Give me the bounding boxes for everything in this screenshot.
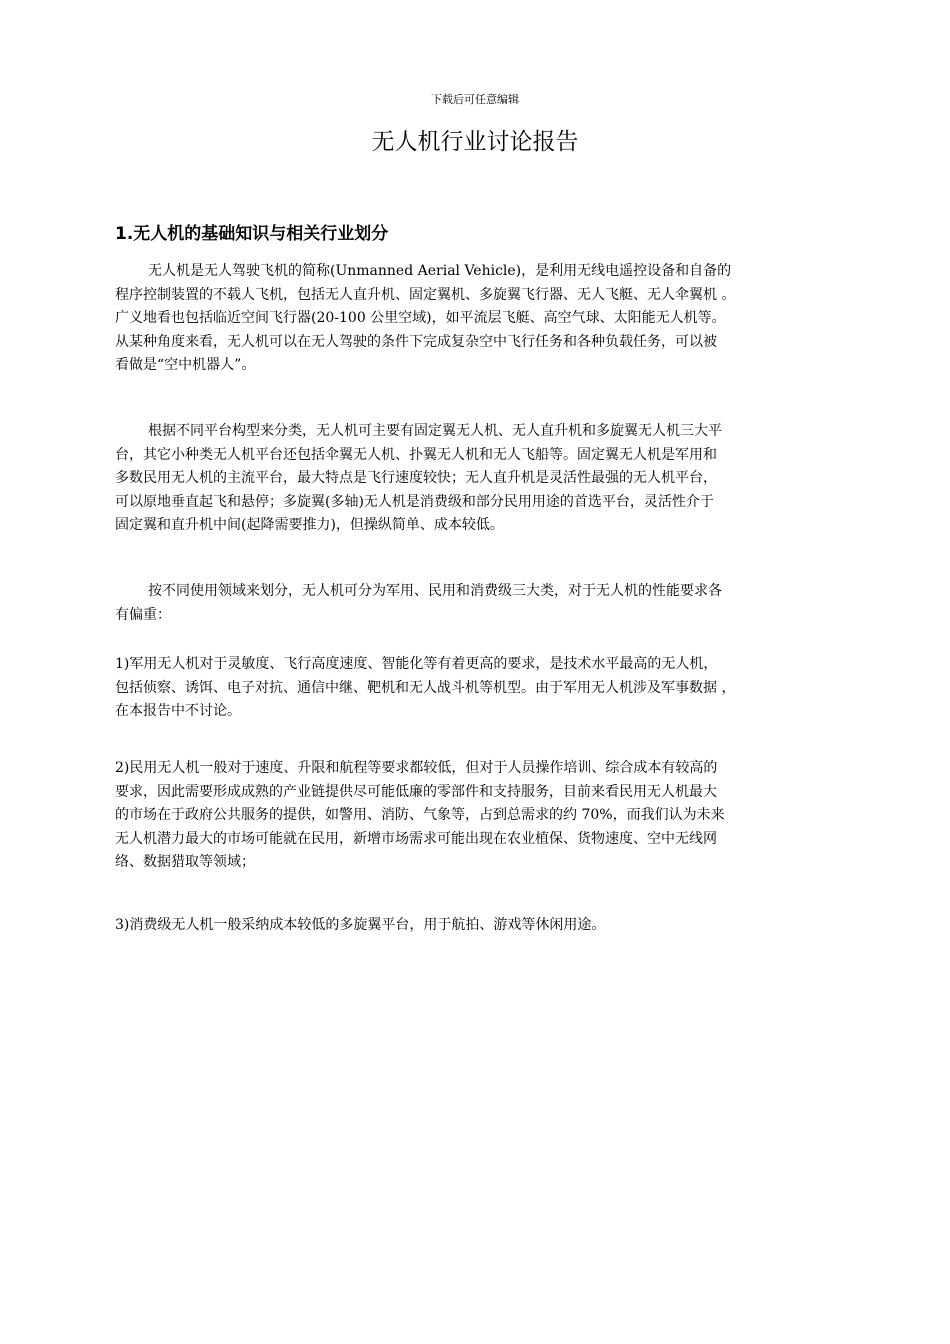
list-item-military	[115, 653, 845, 724]
list-item-civil	[115, 757, 845, 875]
paragraph-line: 1)军用无人机对于灵敏度、飞行高度速度、智能化等有着更高的要求，是技术水平最高的无人机，	[115, 656, 718, 672]
paragraph-platform-types	[115, 420, 845, 538]
list-item-consumer	[115, 914, 845, 938]
section-heading: 1.无人机的基础知识与相关行业划分	[115, 224, 389, 244]
paragraph-line: 多数民用无人机的主流平台，最大特点是飞行速度较快；无人直升机是灵活性最强的无人机平台，	[115, 470, 717, 486]
paragraph-line: 广义地看也包括临近空间飞行器(20-100 公里空域)，如平流层飞艇、高空气球、太阳能无人机等。	[115, 310, 726, 326]
paragraph-line: 络、数据猎取等领域；	[115, 854, 255, 870]
paragraph-line: 从某种角度来看，无人机可以在无人驾驶的条件下完成复杂空中飞行任务和各种负载任务，可以被	[115, 333, 717, 350]
paragraph-line: 按不同使用领域来划分，无人机可分为军用、民用和消费级三大类，对于无人机的性能要求各	[148, 583, 722, 599]
paragraph-line: 看做是“空中机器人”。	[115, 357, 256, 373]
paragraph-line: 程序控制装置的不载人飞机，包括无人直升机、固定翼机、多旋翼飞行器、无人飞艇、无人伞翼机 。	[115, 286, 736, 303]
header-note: 下载后可任意编辑	[431, 93, 519, 106]
paragraph-line: 在本报告中不讨论。	[115, 703, 241, 719]
paragraph-line: 可以原地垂直起飞和悬停；多旋翼(多轴)无人机是消费级和部分民用用途的首选平台，灵活性介于	[115, 493, 714, 510]
paragraph-definition	[115, 260, 845, 378]
paragraph-line: 根据不同平台构型来分类，无人机可主要有固定翼无人机、无人直升机和多旋翼无人机三大平	[148, 423, 722, 439]
paragraph-line: 2)民用无人机一般对于速度、升限和航程等要求都较低，但对于人员操作培训、综合成本有较高的	[115, 760, 718, 776]
paragraph-line: 要求，因此需要形成成熟的产业链提供尽可能低廉的零部件和支持服务，目前来看民用无人机最大	[115, 783, 717, 800]
paragraph-line: 无人机是无人驾驶飞机的简称(Unmanned Aerial Vehicle)，是利用无线电遥控设备和自备的	[148, 263, 732, 279]
document-title: 无人机行业讨论报告	[371, 129, 579, 155]
paragraph-line: 固定翼和直升机中间(起降需要推力)，但操纵简单、成本较低。	[115, 517, 504, 533]
paragraph-line: 包括侦察、诱饵、电子对抗、通信中继、靶机和无人战斗机等机型。由于军用无人机涉及军事数据 ，	[115, 679, 736, 696]
paragraph-use-domains	[115, 580, 845, 627]
paragraph-line: 3)消费级无人机一般采纳成本较低的多旋翼平台，用于航拍、游戏等休闲用途。	[115, 917, 606, 933]
paragraph-line: 台，其它小种类无人机平台还包括伞翼无人机、扑翼无人机和无人飞船等。固定翼无人机是军用和	[115, 446, 717, 463]
paragraph-line: 有偏重：	[115, 606, 171, 623]
paragraph-line: 的市场在于政府公共服务的提供，如警用、消防、气象等，占到总需求的约 70%，而我们认为未来	[115, 807, 725, 823]
paragraph-line: 无人机潜力最大的市场可能就在民用，新增市场需求可能出现在农业植保、货物速度、空中无线网	[115, 830, 717, 847]
